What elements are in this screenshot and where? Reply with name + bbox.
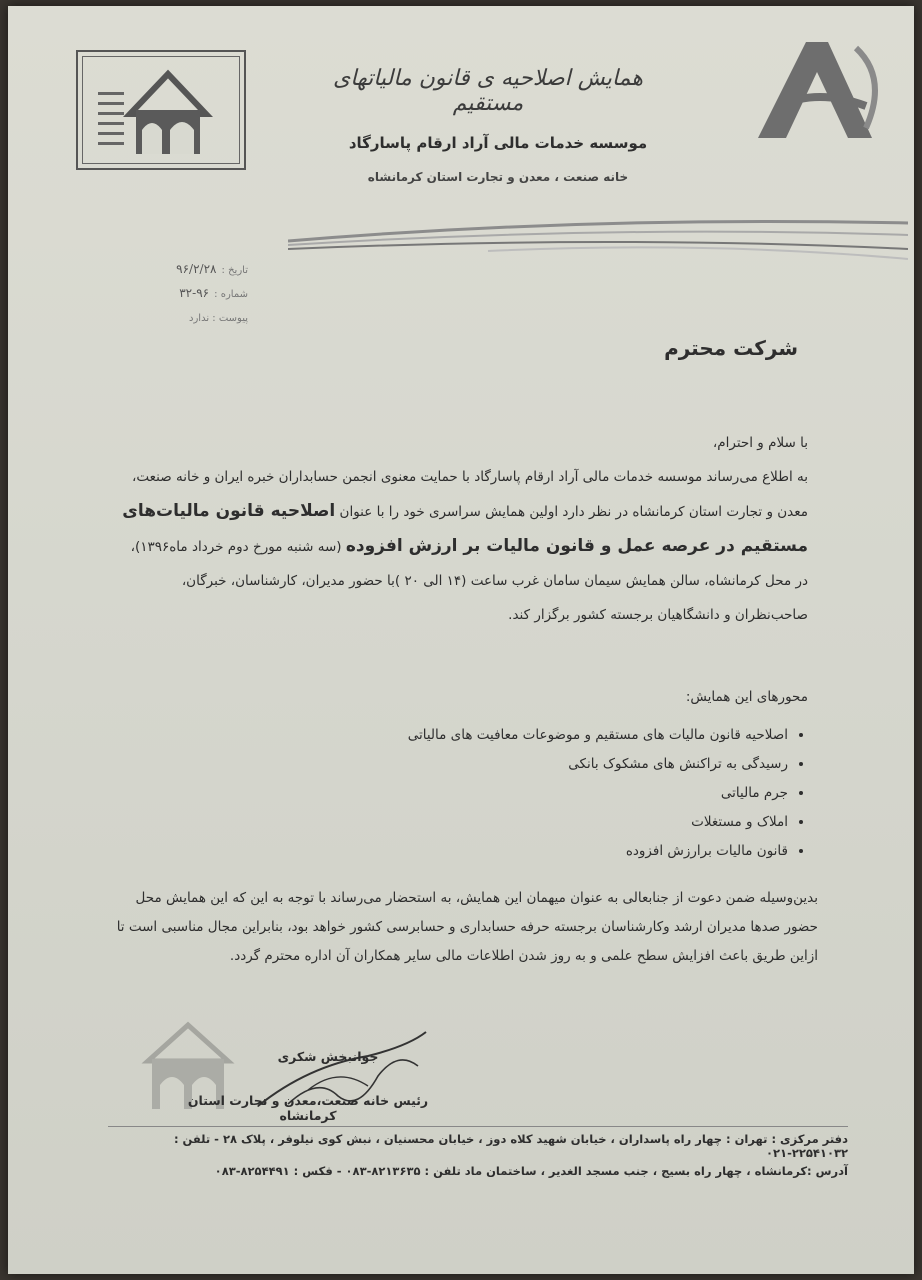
greeting: با سلام و احترام، <box>712 435 808 451</box>
letter-meta <box>98 258 248 328</box>
date-value: ۹۶/۲/۲۸ <box>176 262 217 276</box>
attachment-label: پیوست : ندارد <box>189 313 248 324</box>
list-item: • املاک و مستغلات <box>248 808 788 837</box>
signer-title: رئیس خانه صنعت،معدن و تجارت استان کرمانشاه <box>187 1093 429 1123</box>
letter-page <box>8 6 914 1274</box>
conference-title: همایش اصلاحیه ی قانون مالیاتهای مستقیم <box>333 66 643 116</box>
intro-text: به اطلاع می‌رساند موسسه خدمات مالی آراد ارقام پاسارگاد با حمایت معنوی انجمن حسابداران خبره ایران و خانه صنعت، معدن و تجارت استان کرمانشاه در نظر دارد اولین همایش سراسری خود را با عنوان <box>132 469 808 520</box>
salutation: شرکت محترم <box>664 336 798 360</box>
number-label: شماره : <box>214 289 248 300</box>
list-item: • رسیدگی به تراکنش های مشکوک بانکی <box>248 750 788 779</box>
organization-subtitle: خانه صنعت ، معدن و تجارت استان کرمانشاه <box>367 170 629 184</box>
list-item: • قانون مالیات برارزش افزوده <box>248 837 788 866</box>
paragraph-intro <box>118 426 808 632</box>
company-logo <box>738 28 888 158</box>
signer-name: جوانبخش شکری <box>277 1049 379 1064</box>
paragraph-closing: بدین‌وسیله ضمن دعوت از جنابعالی به عنوان میهمان این همایش، به استحضار می‌رساند با توجه به این که این همایش محل حضور صدها مدیران ارشد وکارشناسان برجسته حرفه حسابداری و حسابرسی کشور خواهد بود، بنابراین مجال مناسبی است تا ازاین طریق باعث افزایش سطح علمی و به روز شدن اطلاعات مالی سایر همکاران آن اداره محترم گردد. <box>116 890 818 964</box>
footer-divider <box>108 1126 848 1127</box>
list-item: • جرم مالیاتی <box>248 779 788 808</box>
axes-list <box>248 721 814 866</box>
organization-name: موسسه خدمات مالی آراد ارقام پاسارگاد <box>348 134 648 152</box>
date-label: تاریخ : <box>221 265 248 276</box>
event-details: (سه شنبه مورخ دوم خرداد ماه۱۳۹۶)، در محل کرمانشاه، سالن همایش سیمان سامان غرب ساعت (۱۴ الی ۲۰ )با حضور مدیران، کارشناسان، خبرگان، صاحب‌نظران و دانشگاهیان برجسته کشور برگزار کند. <box>130 539 808 623</box>
number-value: ۹۶-۳۲ <box>179 286 210 300</box>
list-item: • اصلاحیه قانون مالیات های مستقیم و موضوعات معافیت های مالیاتی <box>248 721 788 750</box>
chamber-logo <box>76 50 246 170</box>
axes-heading: محورهای این همایش: <box>685 689 808 705</box>
header-swoosh <box>288 211 908 271</box>
footer-kermanshah-address: آدرس :کرمانشاه ، چهار راه بسیج ، جنب مسجد الغدیر ، ساختمان ماد تلفن : ۸۲۱۳۶۳۵-۰۸۳ - فکس : ۸۲۵۴۴۹۱-۰۸۳ <box>214 1164 848 1178</box>
event-title: اصلاحیه قانون مالیات‌های مستقیم در عرصه عمل و قانون مالیات بر ارزش افزوده <box>122 501 808 556</box>
footer-central-office: دفتر مرکزی : تهران : چهار راه پاسداران ، خیابان شهید کلاه دوز ، خیابان محسنیان ، نبش کوی نیلوفر ، پلاک ۲۸ - تلفن : ۲۲۵۴۱۰۳۲-۰۲۱ <box>173 1132 848 1160</box>
